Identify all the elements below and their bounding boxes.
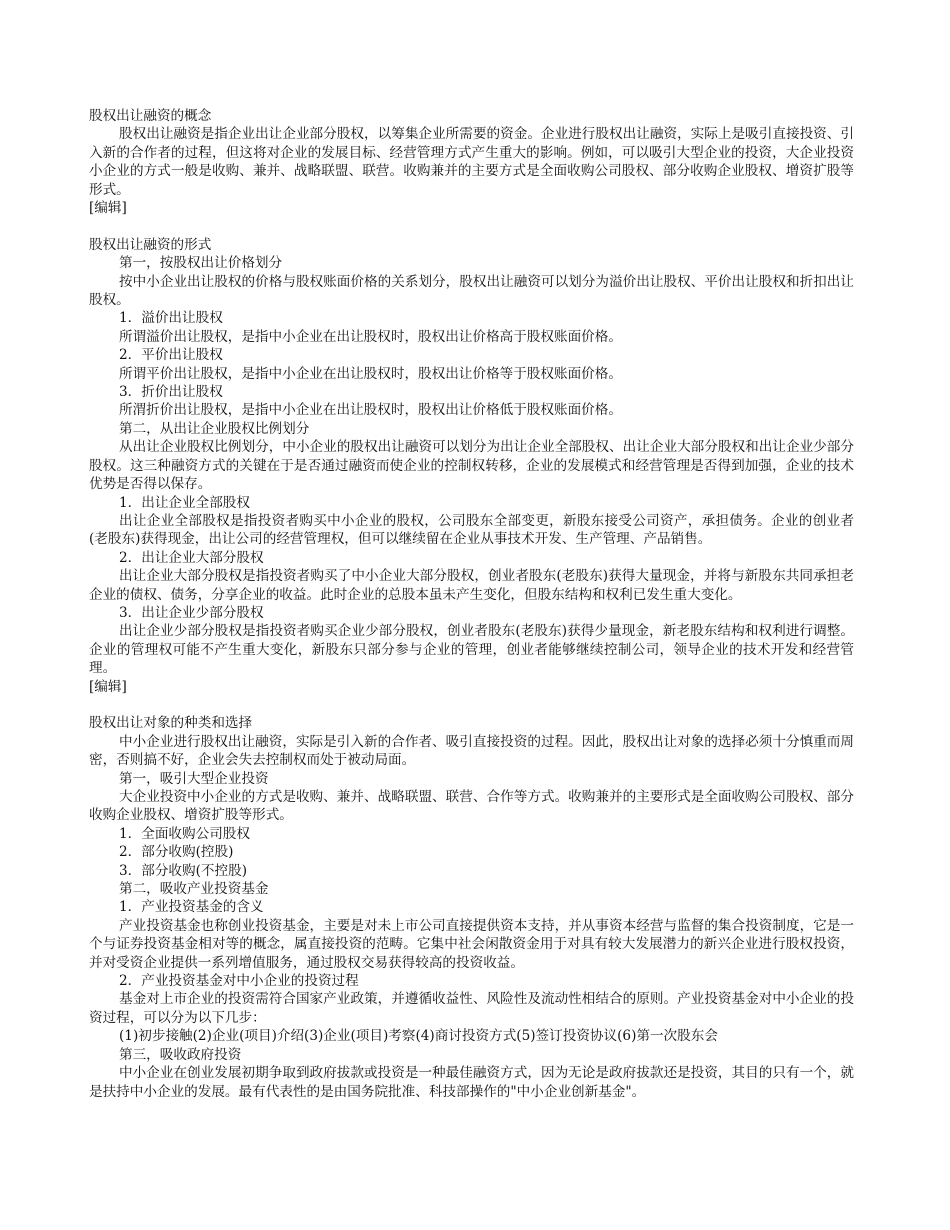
paragraph: 大企业投资中小企业的方式是收购、兼并、战略联盟、联营、合作等方式。收购兼并的主要形式是全面收购公司股权、部分收购企业股权、增资扩股等形式。 <box>89 789 854 824</box>
paragraph: 产业投资基金也称创业投资基金，主要是对未上市公司直接提供资本支持，并从事资本经营与监督的集合投资制度，它是一个与证券投资基金相对等的概念，属直接投资的范畴。它集中社会闲散资金用于对具有较大发展潜力的新兴企业进行股权投资，并对受资企业提供一系列增值服务，通过股权交易获得较高的投资收益。 <box>89 917 854 971</box>
paragraph: 股权出让融资是指企业出让企业部分股权，以筹集企业所需要的资金。企业进行股权出让融资，实际上是吸引直接投资、引入新的合作者的过程，但这将对企业的发展目标、经营管理方式产生重大的影响。例如，可以吸引大型企业的投资，大企业投资小企业的方式一般是收购、兼并、战略联盟、联营。收购兼并的主要方式是全面收购公司股权、部分收购企业股权、增资扩股等形式。 <box>89 126 854 198</box>
steps-list: (1)初步接触(2)企业(项目)介绍(3)企业(项目)考察(4)商讨投资方式(5)签订投资协议(6)第一次股东会 <box>119 1028 718 1045</box>
subheading: 第一，按股权出让价格划分 <box>119 255 283 272</box>
list-item: 3．部分收购(不控股) <box>119 862 248 879</box>
subheading: 第一，吸引大型企业投资 <box>119 770 269 787</box>
list-item: 3．出让企业少部分股权 <box>119 604 264 621</box>
list-item: 1．出让企业全部股权 <box>119 494 250 511</box>
edit-link[interactable]: [编辑] <box>89 678 127 695</box>
document-body <box>89 107 854 1101</box>
edit-link[interactable]: [编辑] <box>89 200 127 217</box>
paragraph: 中小企业在创业发展初期争取到政府拔款或投资是一种最佳融资方式，因为无论是政府拔款还是投资，其目的只有一个，就是扶持中小企业的发展。最有代表性的是由国务院批准、科技部操作的"中小企业创新基金"。 <box>89 1065 854 1100</box>
paragraph: 所谓平价出让股权，是指中小企业在出让股权时，股权出让价格等于股权账面价格。 <box>119 365 622 382</box>
paragraph: 按中小企业出让股权的价格与股权账面价格的关系划分，股权出让融资可以划分为溢价出让股权、平价出让股权和折扣出让股权。 <box>89 273 854 309</box>
list-item: 2．产业投资基金对中小企业的投资过程 <box>119 973 359 990</box>
paragraph: 出让企业大部分股权是指投资者购买了中小企业大部分股权，创业者股东(老股东)获得大量现金，并将与新股东共同承担老企业的债权、债务，分享企业的收益。此时企业的总股本虽未产生变化，但股东结构和权利已发生重大变化。 <box>89 568 854 603</box>
list-item: 1．产业投资基金的含义 <box>119 899 264 916</box>
subheading: 第二，吸收产业投资基金 <box>119 881 269 898</box>
paragraph: 基金对上市企业的投资需符合国家产业政策，并遵循收益性、风险性及流动性相结合的原则。产业投资基金对中小企业的投资过程，可以分为以下几步： <box>89 991 854 1026</box>
section-concept <box>89 107 854 217</box>
paragraph: 所渭折价出让股权，是指中小企业在出让股权时，股权出让价格低于股权账面价格。 <box>119 402 622 419</box>
paragraph: 出让企业少部分股权是指投资者购买企业少部分股权，创业者股东(老股东)获得少量现金，新老股东结构和权利进行调整。企业的管理权可能不产生重大变化，新股东只部分参与企业的管理，创业者能够继续控制公司，领导企业的技术开发和经营管理。 <box>89 623 854 677</box>
list-item: 1．全面收购公司股权 <box>119 825 250 842</box>
section-forms <box>89 236 854 696</box>
subheading: 第三，吸收政府投资 <box>119 1046 242 1063</box>
paragraph: 中小企业进行股权出让融资，实际是引入新的合作者、吸引直接投资的过程。因此，股权出让对象的选择必须十分慎重而周密，否则搞不好，企业会失去控制权而处于被动局面。 <box>89 733 854 769</box>
paragraph: 出让企业全部股权是指投资者购买中小企业的股权，公司股东全部变更，新股东接受公司资产，承担债务。企业的创业者(老股东)获得现金，出让公司的经营管理权，但可以继续留在企业从事技术开发、生产管理、产品销售。 <box>89 512 854 548</box>
section-title: 股权出让对象的种类和选择 <box>89 715 253 732</box>
section-targets <box>89 714 854 1101</box>
subheading: 第二，从出让企业股权比例划分 <box>119 420 310 437</box>
section-title: 股权出让融资的形式 <box>89 236 212 253</box>
list-item: 2．出让企业大部分股权 <box>119 549 264 566</box>
section-title: 股权出让融资的概念 <box>89 108 212 124</box>
list-item: 2．平价出让股权 <box>119 347 223 364</box>
paragraph: 所谓溢价出让股权，是指中小企业在出让股权时，股权出让价格高于股权账面价格。 <box>119 328 622 345</box>
list-item: 3．折价出让股权 <box>119 384 223 401</box>
list-item: 1．溢价出让股权 <box>119 310 223 327</box>
list-item: 2．部分收购(控股) <box>119 844 234 861</box>
paragraph: 从出让企业股权比例划分，中小企业的股权出让融资可以划分为出让企业全部股权、出让企业大部分股权和出让企业少部分股权。这三种融资方式的关键在于是否通过融资而使企业的控制权转移，企业的发展模式和经营管理是否得到加强，企业的技术优势是否得以保存。 <box>89 439 854 493</box>
